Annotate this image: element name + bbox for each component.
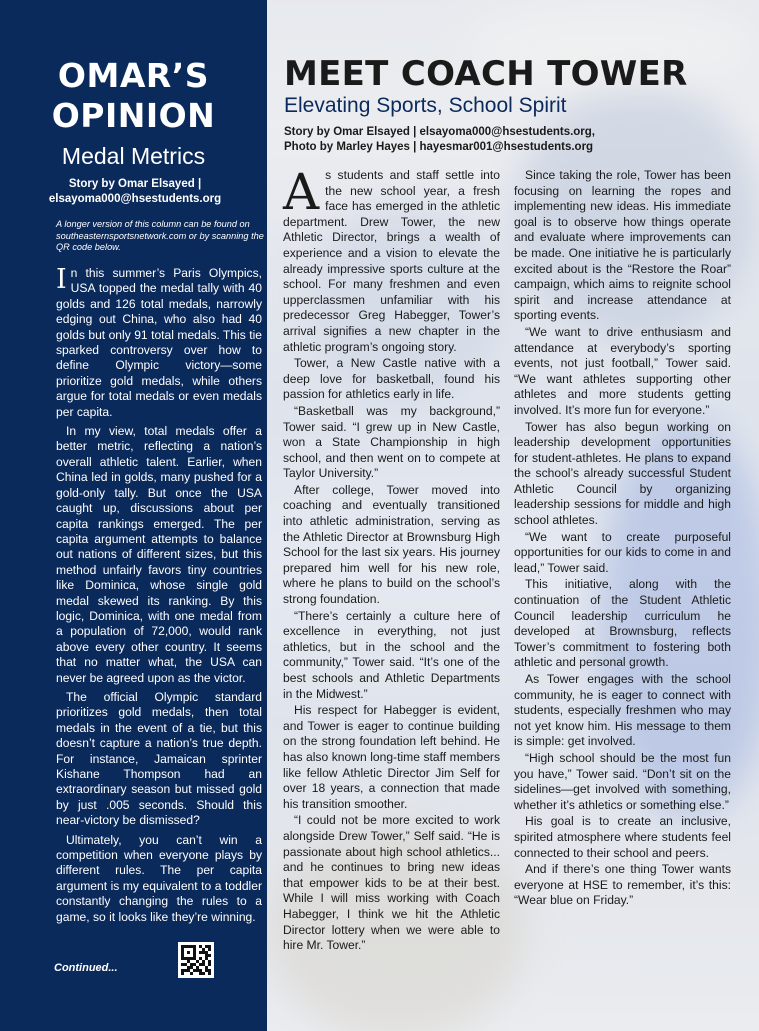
article-column-2 — [514, 168, 731, 910]
article-subtitle: Elevating Sports, School Spirit — [284, 94, 567, 117]
qr-code-pattern — [181, 945, 211, 975]
article-paragraph: “We want to create purposeful opportunities for our kids to come in and lead,” Tower said. — [514, 529, 731, 575]
opinion-subtitle: Medal Metrics — [61, 143, 206, 169]
article-paragraph: “Basketball was my background,” Tower said. “I grew up in New Castle, won a State Championship in high school, and then went on to compete at Taylor University.” — [283, 403, 500, 481]
article-area — [267, 0, 759, 1031]
article-paragraph: “We want to drive enthusiasm and attendance at everybody’s sporting events, not just football,” Tower said. “We want athletes supporting other athletes and more students getting involved. It’s more fun for everyone.” — [514, 324, 731, 417]
article-paragraph: His goal is to create an inclusive, spirited atmosphere where students feel connected to their school and peers. — [514, 814, 731, 860]
article-paragraph: “I could not be more excited to work alongside Drew Tower,” Self said. “He is passionate about high school athletics... and he continues to bring new ideas that empower kids to be at their best. While I will miss working with Coach Habegger, I think we hit the Athletic Director lottery when we were able to hire Mr. Tower.” — [283, 813, 500, 953]
opinion-byline-author: Story by Omar Elsayed | — [68, 178, 202, 190]
article-paragraph: After college, Tower moved into coaching and eventually transitioned into athletic administration, serving as the Athletic Director at Brownsburg High School for the last six years. His journey prepared him well for his new role, where he plans to build on the school’s strong foundation. — [283, 482, 500, 607]
opinion-dropcap: I — [56, 264, 67, 295]
opinion-title-line2: OPINION — [51, 96, 216, 135]
article-paragraph: “There’s certainly a culture here of excellence in everything, not just athletics, but in the school and the community,” Tower said. “It’s one of the best schools and Athletic Departments in the Midwest.” — [283, 608, 500, 701]
article-byline-story: Story by Omar Elsayed | elsayoma000@hsestudents.org, — [284, 126, 595, 138]
article-byline — [284, 125, 754, 155]
article-paragraph: This initiative, along with the continuation of the Student Athletic Council leadership curriculum he developed at Brownsburg, reflects Tower’s commitment to fostering both athletic and personal growth. — [514, 577, 731, 670]
article-title: MEET COACH TOWER — [284, 54, 688, 94]
article-paragraph: Tower, a New Castle native with a deep love for basketball, found his passion for athletics early in life. — [283, 356, 500, 402]
article-paragraph: “High school should be the most fun you have,” Tower said. “Don’t sit on the sidelines—get involved with something, whether it’s athletics or something else.” — [514, 750, 731, 812]
opinion-title-line1: OMAR’S — [57, 56, 210, 95]
article-paragraph: As Tower engages with the school community, he is eager to connect with students, especially freshmen who may not yet know him. His message to them is simple: get involved. — [514, 672, 731, 749]
opinion-paragraph: In my view, total medals offer a better metric, reflecting a nation’s overall athletic talent. Earlier, when China led in golds, many pushed for a gold-only tally. But once the USA caught up, discussions about per capita rankings emerged. The per capita argument attempts to balance out nations of different sizes, but this method unfairly favors tiny countries like Dominica, whose single gold medal skewed its ranking. By this logic, Dominica, with one medal from a population of 72,000, would rank above every other country. It seems that no matter what, the USA can never be agreed upon as the victor. — [56, 424, 262, 685]
opinion-paragraph: Ultimately, you can’t win a competition when everyone plays by different rules. The per capita argument is my equivalent to a toddler constantly changing the rules to a game, so it looks like they’re winning. — [56, 832, 262, 924]
opinion-paragraph: The official Olympic standard prioritizes gold medals, then total medals in the event of a tie, but this doesn’t capture a nation’s true depth. For instance, Jamaican sprinter Kishane Thompson had an extraordinary season but missed gold by just .005 seconds. Should this near-victory be dismissed? — [56, 689, 262, 828]
article-dropcap: A — [283, 163, 320, 221]
article-paragraph: His respect for Habegger is evident, and Tower is eager to continue building on the strong foundation left behind. He has also known long-time staff members like fellow Athletic Director Jim Self for over 18 years, a connection that made his transition smoother. — [283, 703, 500, 811]
article-paragraph: As students and staff settle into the new school year, a fresh face has emerged in the athletic department. Drew Tower, the new Athletic Director, brings a wealth of experience and a vision to elevate the already impressive sports culture at the school. For many freshmen and even upperclassmen unfamiliar with his predecessor Greg Habegger, Tower’s arrival signifies a new chapter in the athletic program’s ongoing story. — [283, 163, 500, 354]
opinion-title — [0, 56, 267, 136]
article-byline-photo: Photo by Marley Hayes | hayesmar001@hsestudents.org — [284, 141, 594, 153]
opinion-byline — [10, 177, 260, 207]
opinion-paragraph: In this summer’s Paris Olympics, USA topped the medal tally with 40 golds and 126 total medals, narrowly edging out China, who also had 40 golds but only 91 total medals. This tie sparked controversy over how to define Olympic victory—some prioritize gold medals, while others argue for total medals or even medals per capita. — [56, 264, 262, 419]
opinion-byline-email: elsayoma000@hsestudents.org — [48, 193, 222, 205]
article-paragraph: And if there’s one thing Tower wants everyone at HSE to remember, it’s this: “Wear blue on Friday.” — [514, 862, 731, 908]
qr-code-icon[interactable] — [178, 942, 214, 978]
article-paragraph: Since taking the role, Tower has been focusing on learning the ropes and implementing new ideas. His immediate goal is to observe how things operate and evaluate where improvements can be made. One initiative he is particularly excited about is the “Restore the Roar” campaign, which aims to reignite school spirit and increase attendance at sporting events. — [514, 168, 731, 323]
opinion-body — [56, 266, 262, 929]
article-paragraph: Tower has also begun working on leadership development opportunities for student-athletes. He plans to expand the school’s already successful Student Athletic Council by organizing leadership sessions for middle and high school athletes. — [514, 419, 731, 528]
article-column-1 — [283, 163, 500, 955]
opinion-sidebar — [0, 0, 267, 1031]
continued-label: Continued... — [54, 962, 118, 974]
qr-module — [208, 972, 211, 975]
opinion-note: A longer version of this column can be found on southeasternsportsnetwork.com or by scanning the QR code below. — [56, 219, 264, 252]
